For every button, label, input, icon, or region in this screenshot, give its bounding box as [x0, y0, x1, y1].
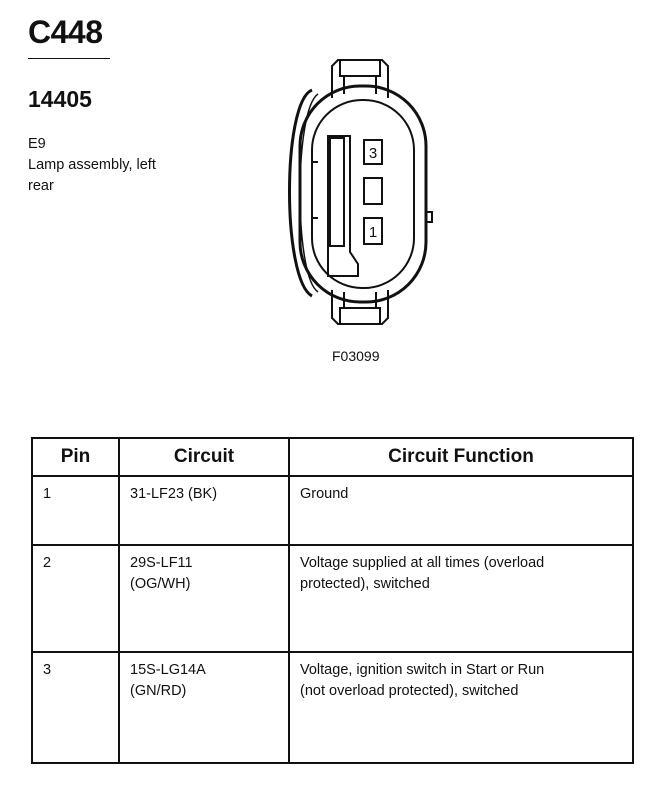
slot-cavity — [330, 138, 344, 246]
circuit-id — [119, 476, 289, 545]
connector-id: C448 — [28, 14, 103, 50]
circuit-line: (OG/WH) — [130, 576, 191, 592]
table-header-row — [32, 438, 633, 476]
circuit-line: 31-LF23 (BK) — [130, 486, 218, 502]
pin-label-3: 3 — [368, 145, 378, 162]
location-block — [28, 134, 156, 197]
header-circuit: Circuit — [119, 438, 289, 476]
connector-face-diagram — [270, 50, 450, 340]
header-circuit-function: Circuit Function — [289, 438, 633, 476]
location-code: E9 — [28, 136, 46, 152]
title-underline — [28, 58, 110, 59]
function-line: (not overload protected), switched — [300, 683, 519, 699]
circuit-line: 15S-LG14A — [130, 662, 206, 678]
circuit-id — [119, 652, 289, 763]
circuit-function — [289, 652, 633, 763]
circuit-line: (GN/RD) — [130, 683, 187, 699]
bottom-latch — [332, 290, 388, 324]
pin-cavity-2 — [364, 178, 382, 204]
function-line: Voltage, ignition switch in Start or Run — [300, 662, 545, 678]
figure-code: F03099 — [332, 348, 380, 364]
location-description-line-1: Lamp assembly, left — [28, 157, 156, 173]
header-pin: Pin — [32, 438, 119, 476]
pinout-table — [31, 437, 634, 764]
top-latch — [332, 60, 388, 98]
table-row — [32, 476, 633, 545]
pin-label-1: 1 — [368, 224, 378, 241]
table-row — [32, 652, 633, 763]
circuit-line: 29S-LF11 — [130, 555, 193, 571]
pin-number: 3 — [32, 652, 119, 763]
location-description-line-2: rear — [28, 178, 54, 194]
circuit-function — [289, 545, 633, 652]
circuit-id — [119, 545, 289, 652]
table-row — [32, 545, 633, 652]
function-line: Voltage supplied at all times (overload — [300, 555, 545, 571]
pin-number: 1 — [32, 476, 119, 545]
part-number: 14405 — [28, 86, 92, 112]
pin-number: 2 — [32, 545, 119, 652]
function-line: protected), switched — [300, 576, 430, 592]
function-line: Ground — [300, 486, 349, 502]
circuit-function — [289, 476, 633, 545]
